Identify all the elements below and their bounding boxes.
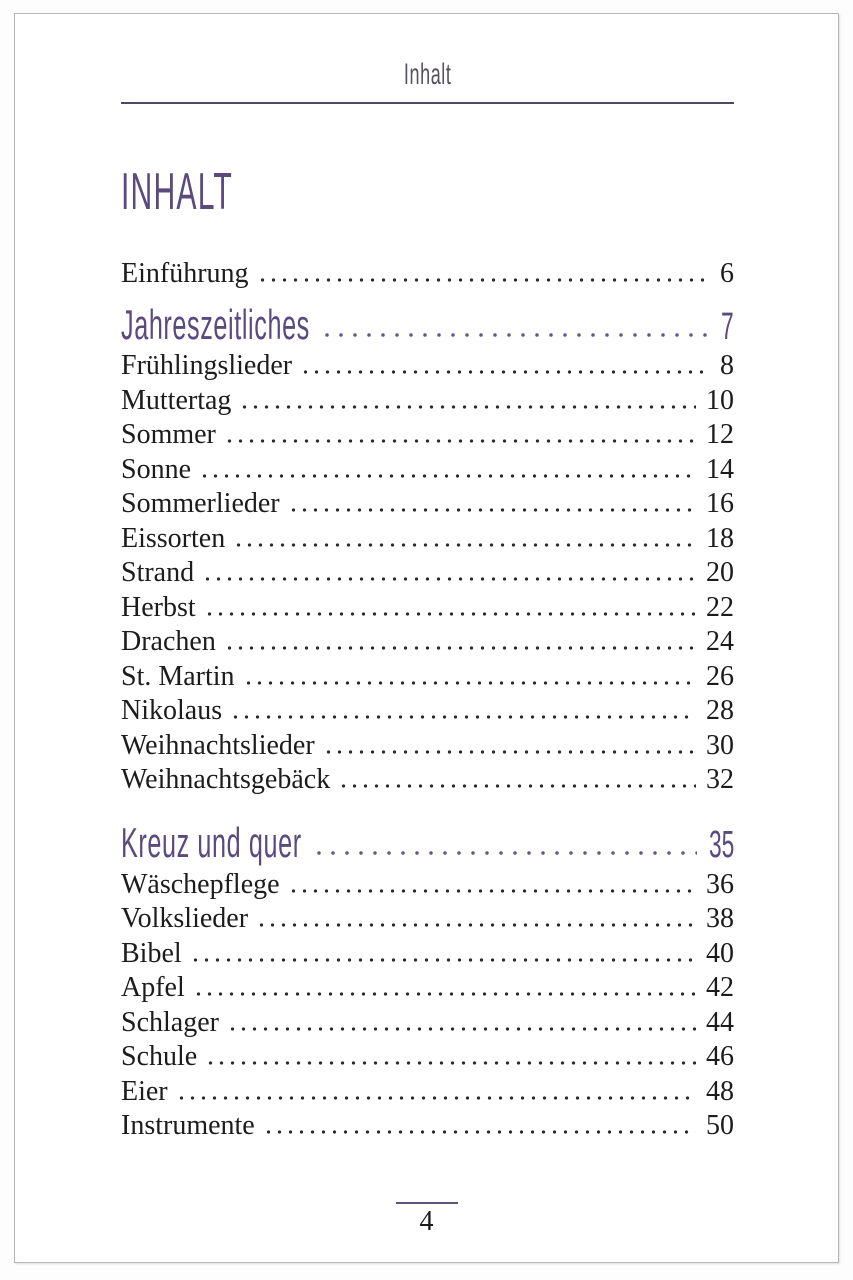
toc-entry-row [121,1106,734,1141]
toc-entry-row [121,587,734,622]
toc-entry-page: 20 [706,557,734,588]
toc-entry-page: 26 [706,660,734,692]
toc-entry-row [121,864,734,899]
dot-leader [224,439,696,443]
running-header-title-text: Inhalt [403,58,452,91]
dot-leader [338,784,696,788]
toc-entry-row [121,1071,734,1106]
dot-leader [312,851,697,855]
toc-entry-row [121,656,734,691]
toc-entry-page: 24 [706,626,734,657]
toc-section-page-text: 7 [721,305,735,348]
toc-entry-row [121,725,734,760]
dot-leader [199,474,696,478]
toc-entry-row [121,691,734,726]
header-rule [121,102,734,104]
toc-entry-row [121,1002,734,1037]
toc-entry-label: Eissorten [121,522,226,554]
toc-section-label [121,819,302,866]
dot-leader [320,333,709,337]
book-page [14,13,839,1263]
dot-leader [239,405,696,409]
toc-entry-label: Drachen [121,626,216,657]
toc-entry-label: Schlager [121,1006,219,1038]
toc-entry-row [121,760,734,795]
toc-entry-row [121,622,734,657]
toc-entry-page: 30 [706,729,734,761]
dot-leader [230,715,696,719]
toc-entry-row [121,933,734,968]
page-title-text: INHALT [121,163,233,221]
toc-entry-label: Weihnachtsgebäck [121,764,331,795]
toc-entry-label: St. Martin [121,660,235,692]
toc-entry-label: Schule [121,1041,198,1072]
table-of-contents [121,253,734,1140]
toc-entry-label: Muttertag [121,384,232,416]
running-header-title [121,58,734,92]
toc-entry-page: 36 [706,868,734,900]
dot-leader [202,577,696,581]
dot-leader [300,370,710,374]
toc-entry-page: 50 [706,1110,734,1141]
toc-entry-label: Volkslieder [121,903,249,934]
dot-leader [288,889,696,893]
toc-entry-page: 10 [706,384,734,416]
dot-leader [233,543,696,547]
toc-entry-page: 44 [706,1006,734,1038]
toc-entry-page: 28 [706,695,734,726]
toc-entry-label: Instrumente [121,1110,255,1141]
toc-entry-page: 8 [720,350,734,381]
toc-entry-page: 38 [706,903,734,934]
footer-rule [396,1202,458,1204]
toc-section-row [121,302,734,346]
toc-section-page [709,826,734,864]
dot-leader [288,508,696,512]
toc-entry-row [121,253,734,288]
toc-entry-page: 12 [706,419,734,450]
toc-entry-row [121,968,734,1003]
toc-entry-row [121,484,734,519]
toc-entry-row [121,380,734,415]
toc-entry-label: Nikolaus [121,695,223,726]
page-number: 4 [419,1206,434,1237]
toc-section-page-text: 35 [708,824,735,866]
dot-leader [190,958,696,962]
toc-entry-row [121,346,734,381]
toc-entry-page: 46 [706,1041,734,1072]
toc-entry-page: 48 [706,1075,734,1107]
dot-leader [323,750,696,754]
toc-entry-label: Einführung [121,257,249,289]
toc-entry-label: Apfel [121,972,185,1003]
dot-leader [256,923,696,927]
toc-entry-label: Sonne [121,453,191,485]
dot-leader [263,1130,696,1134]
toc-entry-label: Frühlingslieder [121,350,293,381]
dot-leader [205,1061,696,1065]
toc-section-page [721,305,735,348]
toc-section-label-text: Jahreszeitliches [121,300,310,348]
toc-entry-row [121,899,734,934]
dot-leader [257,278,710,282]
dot-leader [227,1027,696,1031]
toc-entry-page: 22 [706,591,734,623]
toc-entry-page: 6 [720,257,734,289]
toc-entry-label: Weihnachtslieder [121,729,315,761]
toc-entry-label: Bibel [121,937,182,969]
toc-entry-label: Sommerlieder [121,488,280,519]
toc-entry-page: 18 [706,522,734,554]
toc-entry-row [121,415,734,450]
running-header [121,58,734,104]
toc-entry-label: Strand [121,557,195,588]
toc-section-label [121,300,310,348]
toc-entry-page: 40 [706,937,734,969]
dot-leader [224,646,696,650]
dot-leader [176,1096,696,1100]
dot-leader [243,681,696,685]
toc-section-row [121,820,734,864]
dot-leader [193,992,696,996]
toc-entry-page: 32 [706,764,734,795]
toc-entry-row [121,449,734,484]
page-title [121,163,734,221]
toc-entry-label: Eier [121,1075,168,1107]
toc-entry-page: 16 [706,488,734,519]
toc-section-label-text: Kreuz und quer [121,819,302,866]
toc-entry-label: Sommer [121,419,216,450]
toc-entry-label: Wäschepflege [121,868,280,900]
toc-entry-page: 42 [706,972,734,1003]
toc-entry-row [121,1037,734,1072]
toc-entry-page: 14 [706,453,734,485]
dot-leader [204,612,696,616]
toc-entry-row [121,518,734,553]
toc-entry-label: Herbst [121,591,196,623]
toc-entry-row [121,553,734,588]
